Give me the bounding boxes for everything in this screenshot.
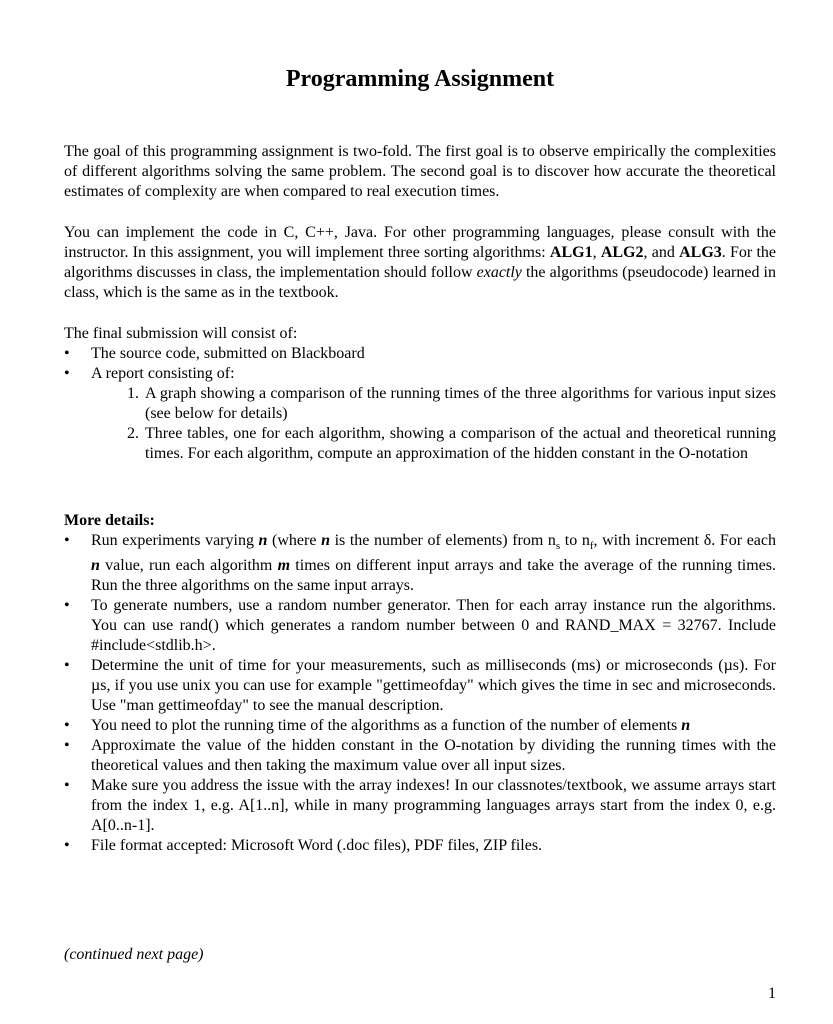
alg2-label: ALG2: [600, 244, 644, 261]
report-item-tables: 2. Three tables, one for each algorithm, showing a comparison of the actual and theoretical running times. For each algorithm, compute an approximation of the hidden constant in the O-notation: [143, 424, 776, 464]
detail-text: times on different input arrays and take the average of the running times. Run the three algorithms on the same input arrays.: [91, 557, 776, 595]
variable-n: n: [681, 717, 691, 735]
submission-item-label: A report consisting of:: [91, 365, 235, 382]
submission-lead: The final submission will consist of:: [64, 325, 298, 342]
intro-paragraph-implementation: [64, 223, 776, 303]
subscript-s: s: [555, 540, 561, 553]
emphasis-exactly: exactly: [476, 264, 522, 281]
details-list: [64, 531, 776, 856]
report-item-graph: 1. A graph showing a comparison of the running times of the three algorithms for various input sizes (see below for details): [143, 384, 776, 424]
detail-item-time-unit: • Determine the unit of time for your measurements, such as milliseconds (ms) or microseconds (µs). For µs, if you use unix you can use for example "gettimeofday" which gives the time in sec and microseconds. Use "man gettimeofday" to see the manual description.: [64, 656, 776, 716]
intro-text: , and: [643, 244, 680, 261]
page-title: Programming Assignment: [285, 66, 555, 92]
detail-item-experiments: [64, 531, 776, 596]
intro-paragraph-goal: The goal of this programming assignment is two-fold. The first goal is to observe empirically the complexities of different algorithms solving the same problem. The second goal is to discover how accurate the theoretical estimates of complexity are when compared to real execution times.: [64, 143, 776, 200]
intro-text: You can implement the code in C, C++, Java. For other programming languages, please consult with the instructor. In this assignment, you will implement three sorting algorithms:: [64, 224, 776, 261]
submission-item-report: [64, 364, 776, 464]
detail-item-indexes: • Make sure you address the issue with the array indexes! In our classnotes/textbook, we assume arrays start from the index 1, e.g. A[1..n], while in many programming languages arrays start from the index 0, e.g. A[0..n-1].: [64, 776, 776, 836]
detail-text: is the number of elements) from n: [329, 532, 556, 549]
document-page: [64, 0, 776, 1024]
detail-item-constant: • Approximate the value of the hidden constant in the O-notation by dividing the running times with the theoretical values and then taking the maximum value over all input sizes.: [64, 736, 776, 776]
variable-n: n: [321, 532, 330, 549]
intro-text: ,: [592, 244, 601, 261]
detail-text: You need to plot the running time of the algorithms as a function of the number of elements: [91, 717, 682, 735]
variable-m: m: [277, 557, 291, 575]
detail-text: value, run each algorithm: [99, 557, 278, 575]
detail-item-random: • To generate numbers, use a random number generator. Then for each array instance run the algorithms. You can use rand() which generates a random number between 0 and RAND_MAX = 32767. Include #include<stdlib.h>.: [64, 596, 776, 656]
alg3-label: ALG3: [679, 244, 722, 261]
submission-item-source: [64, 344, 776, 364]
detail-item-plot: [64, 716, 776, 736]
submission-section: [64, 324, 776, 464]
detail-text: (where: [267, 532, 322, 549]
detail-text: to n: [560, 532, 590, 549]
submission-list: [64, 344, 776, 464]
variable-n: n: [91, 557, 100, 575]
detail-text: , with increment δ. For each: [593, 532, 777, 549]
details-heading: More details:: [64, 512, 155, 529]
intro-text: the algorithms (pseudocode) learned in class, which is the same as in the textbook.: [64, 264, 777, 301]
intro-text: . For the algorithms discusses in class, the implementation should follow: [64, 244, 777, 281]
continued-note: (continued next page): [64, 946, 204, 963]
report-items-list: [91, 384, 776, 464]
submission-item-label: The source code, submitted on Blackboard: [91, 345, 365, 362]
alg1-label: ALG1: [549, 244, 593, 261]
variable-n: n: [258, 532, 268, 549]
page-number: 1: [768, 985, 776, 1002]
detail-item-file-format: • File format accepted: Microsoft Word (.doc files), PDF files, ZIP files.: [64, 836, 776, 856]
details-section: [64, 511, 776, 856]
detail-text: Run experiments varying: [91, 532, 259, 549]
subscript-f: f: [589, 540, 594, 553]
